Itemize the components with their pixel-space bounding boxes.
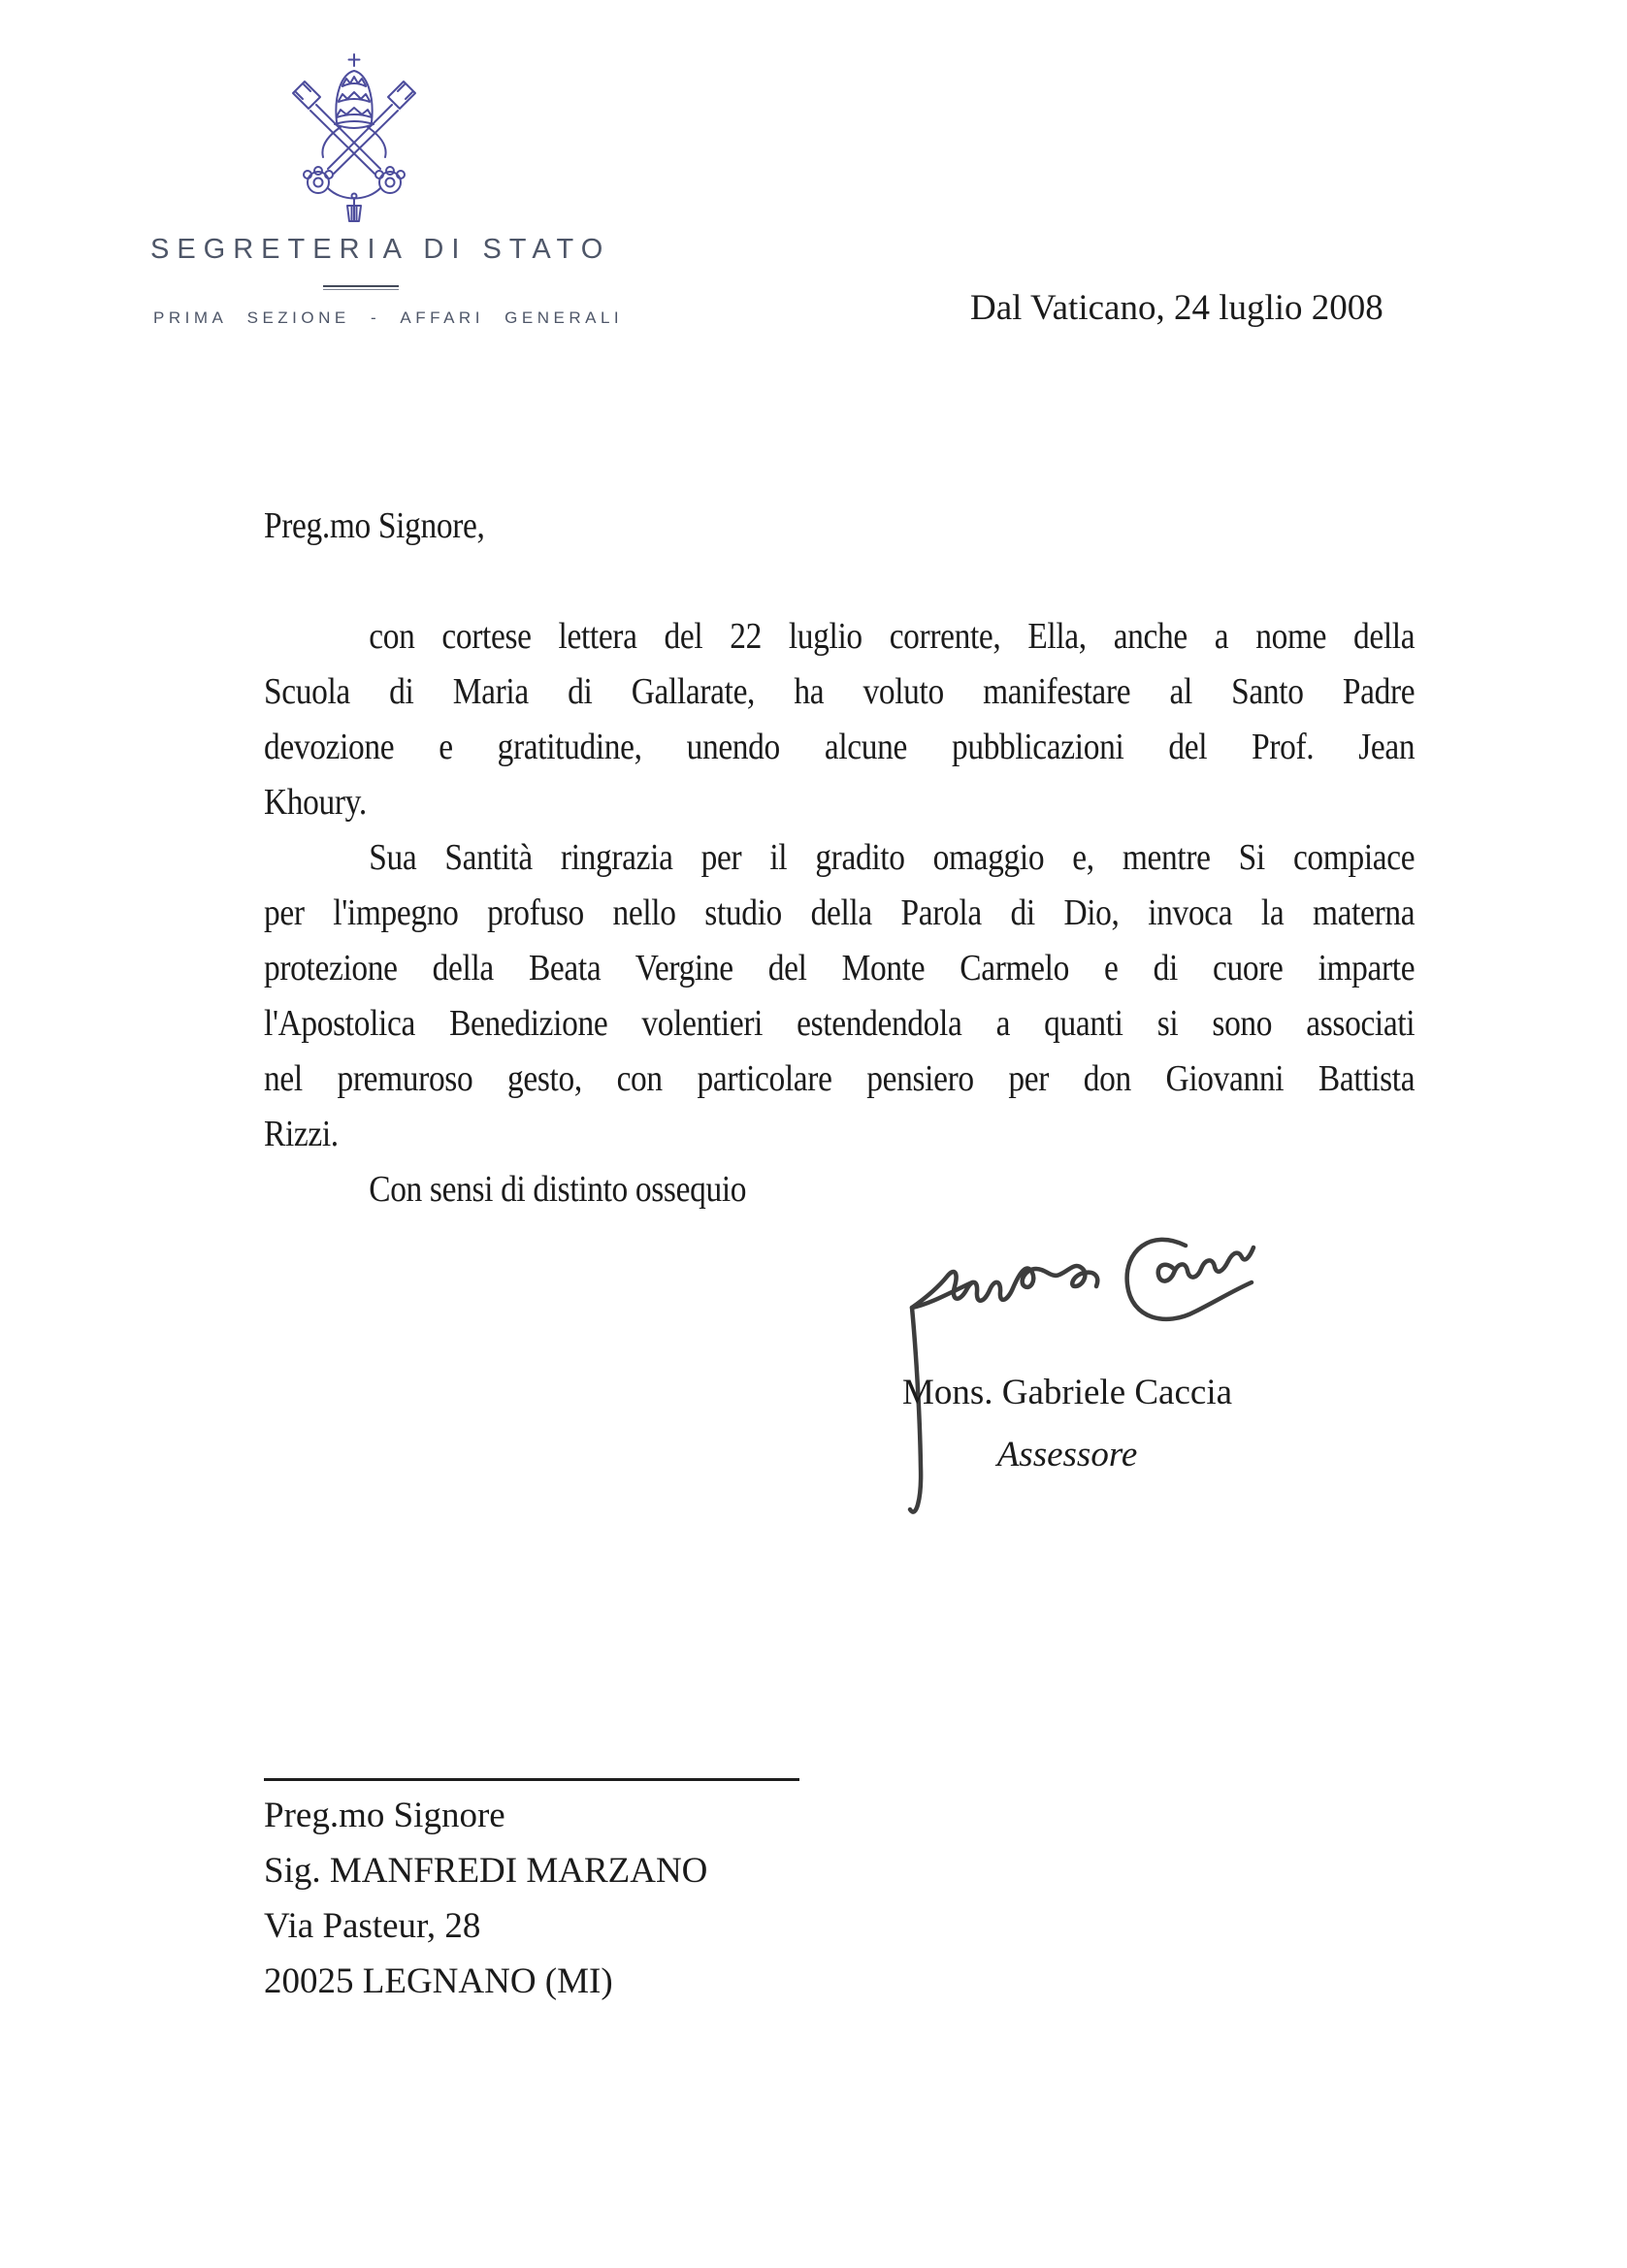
signer-title: Assessore bbox=[996, 1435, 1138, 1474]
recipient-name: Sig. MANFREDI MARZANO bbox=[264, 1851, 708, 1891]
letterhead-divider bbox=[323, 285, 399, 290]
org-name: SEGRETERIA DI STATO bbox=[150, 234, 611, 265]
letter-body bbox=[264, 499, 1415, 1217]
paragraph-2: Sua Santità ringrazia per il gradito omaggio e, mentre Si compiace per l'impegno profuso nello studio della Parola di Dio, invoca la materna protezione della Beata Vergine del Monte Carmelo e di cuore imparte l'Apostolica Benedizione volentieri estendendola a quanti si sono associati nel premuroso gesto, con particolare pensiero per don Giovanni Battista Rizzi. bbox=[264, 837, 1415, 1154]
recipient-divider bbox=[264, 1778, 799, 1781]
paragraph-1: con cortese lettera del 22 luglio corrente, Ella, anche a nome della Scuola di Maria di Gallarate, ha voluto manifestare al Santo Padre devozione e gratitudine, unendo alcune pubblicazioni del Prof. Jean Khoury. bbox=[264, 616, 1415, 823]
section-name: PRIMA SEZIONE - AFFARI GENERALI bbox=[153, 308, 624, 327]
salutation: Preg.mo Signore, bbox=[264, 505, 485, 546]
dateline: Dal Vaticano, 24 luglio 2008 bbox=[970, 288, 1383, 328]
recipient-street: Via Pasteur, 28 bbox=[264, 1906, 481, 1946]
signer-name: Mons. Gabriele Caccia bbox=[901, 1373, 1233, 1412]
recipient-block bbox=[264, 1778, 799, 2009]
recipient-city: 20025 LEGNANO (MI) bbox=[264, 1961, 613, 2001]
vatican-coat-of-arms-icon bbox=[279, 50, 429, 225]
signature-block bbox=[854, 1362, 1281, 1486]
closing-line: Con sensi di distinto ossequio bbox=[369, 1169, 747, 1210]
recipient-honorific: Preg.mo Signore bbox=[264, 1796, 505, 1835]
